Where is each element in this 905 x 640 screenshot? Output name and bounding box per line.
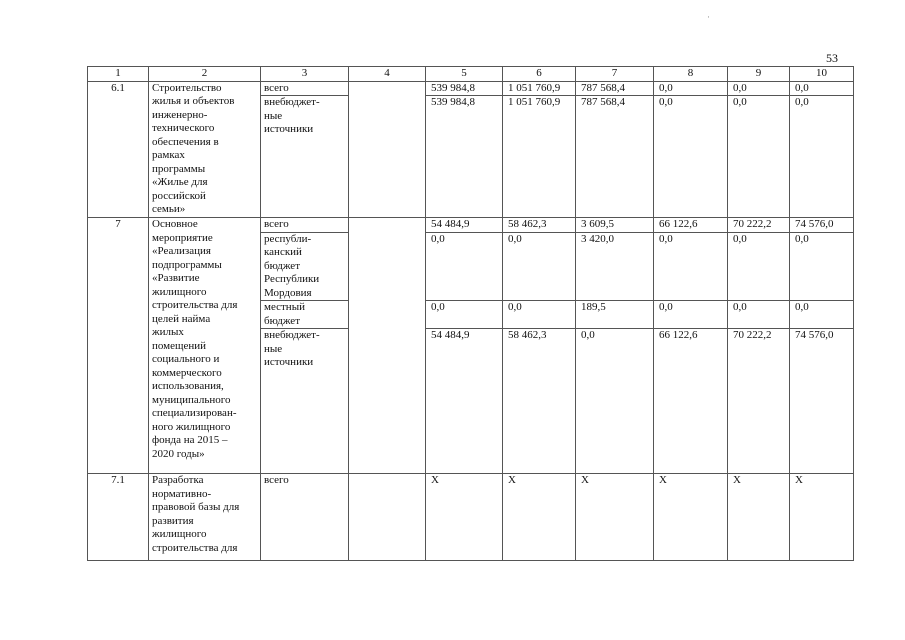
value-cell: X [576,474,654,561]
value-cell: 66 122,6 [654,329,728,474]
value-cell: 0,0 [503,232,576,301]
funding-source: республи- канский бюджет Республики Мордовия [261,232,349,301]
value-cell: 0,0 [728,96,790,218]
value-cell: 0,0 [790,232,854,301]
value-cell: 54 484,9 [426,329,503,474]
value-cell: 539 984,8 [426,81,503,96]
col-header: 9 [728,67,790,82]
measure-name: Разработка нормативно- правовой базы для развития жилищного строительства для [149,474,261,561]
funding-source: внебюджет- ные источники [261,329,349,474]
value-cell: 58 462,3 [503,329,576,474]
column-number-header [88,67,854,82]
table-row [88,474,854,561]
value-cell: 0,0 [654,96,728,218]
value-cell: 3 609,5 [576,218,654,233]
value-cell: 0,0 [728,301,790,329]
value-cell: 0,0 [503,301,576,329]
col-header: 5 [426,67,503,82]
value-cell: 787 568,4 [576,81,654,96]
value-cell: X [654,474,728,561]
empty-cell [349,81,426,218]
value-cell: 0,0 [790,96,854,218]
value-cell: 0,0 [790,301,854,329]
funding-source: внебюджет- ные источники [261,96,349,218]
value-cell: 0,0 [654,301,728,329]
value-cell: 66 122,6 [654,218,728,233]
value-cell: 74 576,0 [790,218,854,233]
funding-source: всего [261,218,349,233]
value-cell: 0,0 [426,232,503,301]
value-cell: 1 051 760,9 [503,96,576,218]
value-cell: X [426,474,503,561]
value-cell: X [728,474,790,561]
row-number: 7.1 [88,474,149,561]
col-header: 6 [503,67,576,82]
value-cell: 787 568,4 [576,96,654,218]
col-header: 10 [790,67,854,82]
funding-source: местный бюджет [261,301,349,329]
scan-speck: · [707,12,710,22]
value-cell: 54 484,9 [426,218,503,233]
value-cell: 70 222,2 [728,329,790,474]
budget-table [87,66,854,561]
value-cell: 0,0 [654,232,728,301]
row-number: 7 [88,218,149,474]
funding-source: всего [261,474,349,561]
value-cell: 0,0 [576,329,654,474]
value-cell: 189,5 [576,301,654,329]
col-header: 3 [261,67,349,82]
value-cell: 539 984,8 [426,96,503,218]
value-cell: 74 576,0 [790,329,854,474]
value-cell: X [790,474,854,561]
measure-name: Строительство жилья и объектов инженерно- технического обеспечения в рамках программы «Жилье для российской семьи» [149,81,261,218]
table-row [88,81,854,96]
measure-name: Основное мероприятие «Реализация подпрограммы «Развитие жилищного строительства для целей найма жилых помещений социального и коммерческого использования, муниципального специализирован- ного жилищного фонда на 2015 – 2020 годы» [149,218,261,474]
value-cell: 0,0 [728,81,790,96]
empty-cell [349,474,426,561]
value-cell: 70 222,2 [728,218,790,233]
col-header: 1 [88,67,149,82]
value-cell: 58 462,3 [503,218,576,233]
value-cell: 0,0 [654,81,728,96]
page-number: 53 [826,51,838,65]
table-row [88,218,854,233]
value-cell: 0,0 [728,232,790,301]
col-header: 8 [654,67,728,82]
funding-source: всего [261,81,349,96]
value-cell: 1 051 760,9 [503,81,576,96]
value-cell: X [503,474,576,561]
col-header: 7 [576,67,654,82]
empty-cell [349,218,426,474]
col-header: 2 [149,67,261,82]
col-header: 4 [349,67,426,82]
value-cell: 0,0 [790,81,854,96]
value-cell: 3 420,0 [576,232,654,301]
row-number: 6.1 [88,81,149,218]
value-cell: 0,0 [426,301,503,329]
